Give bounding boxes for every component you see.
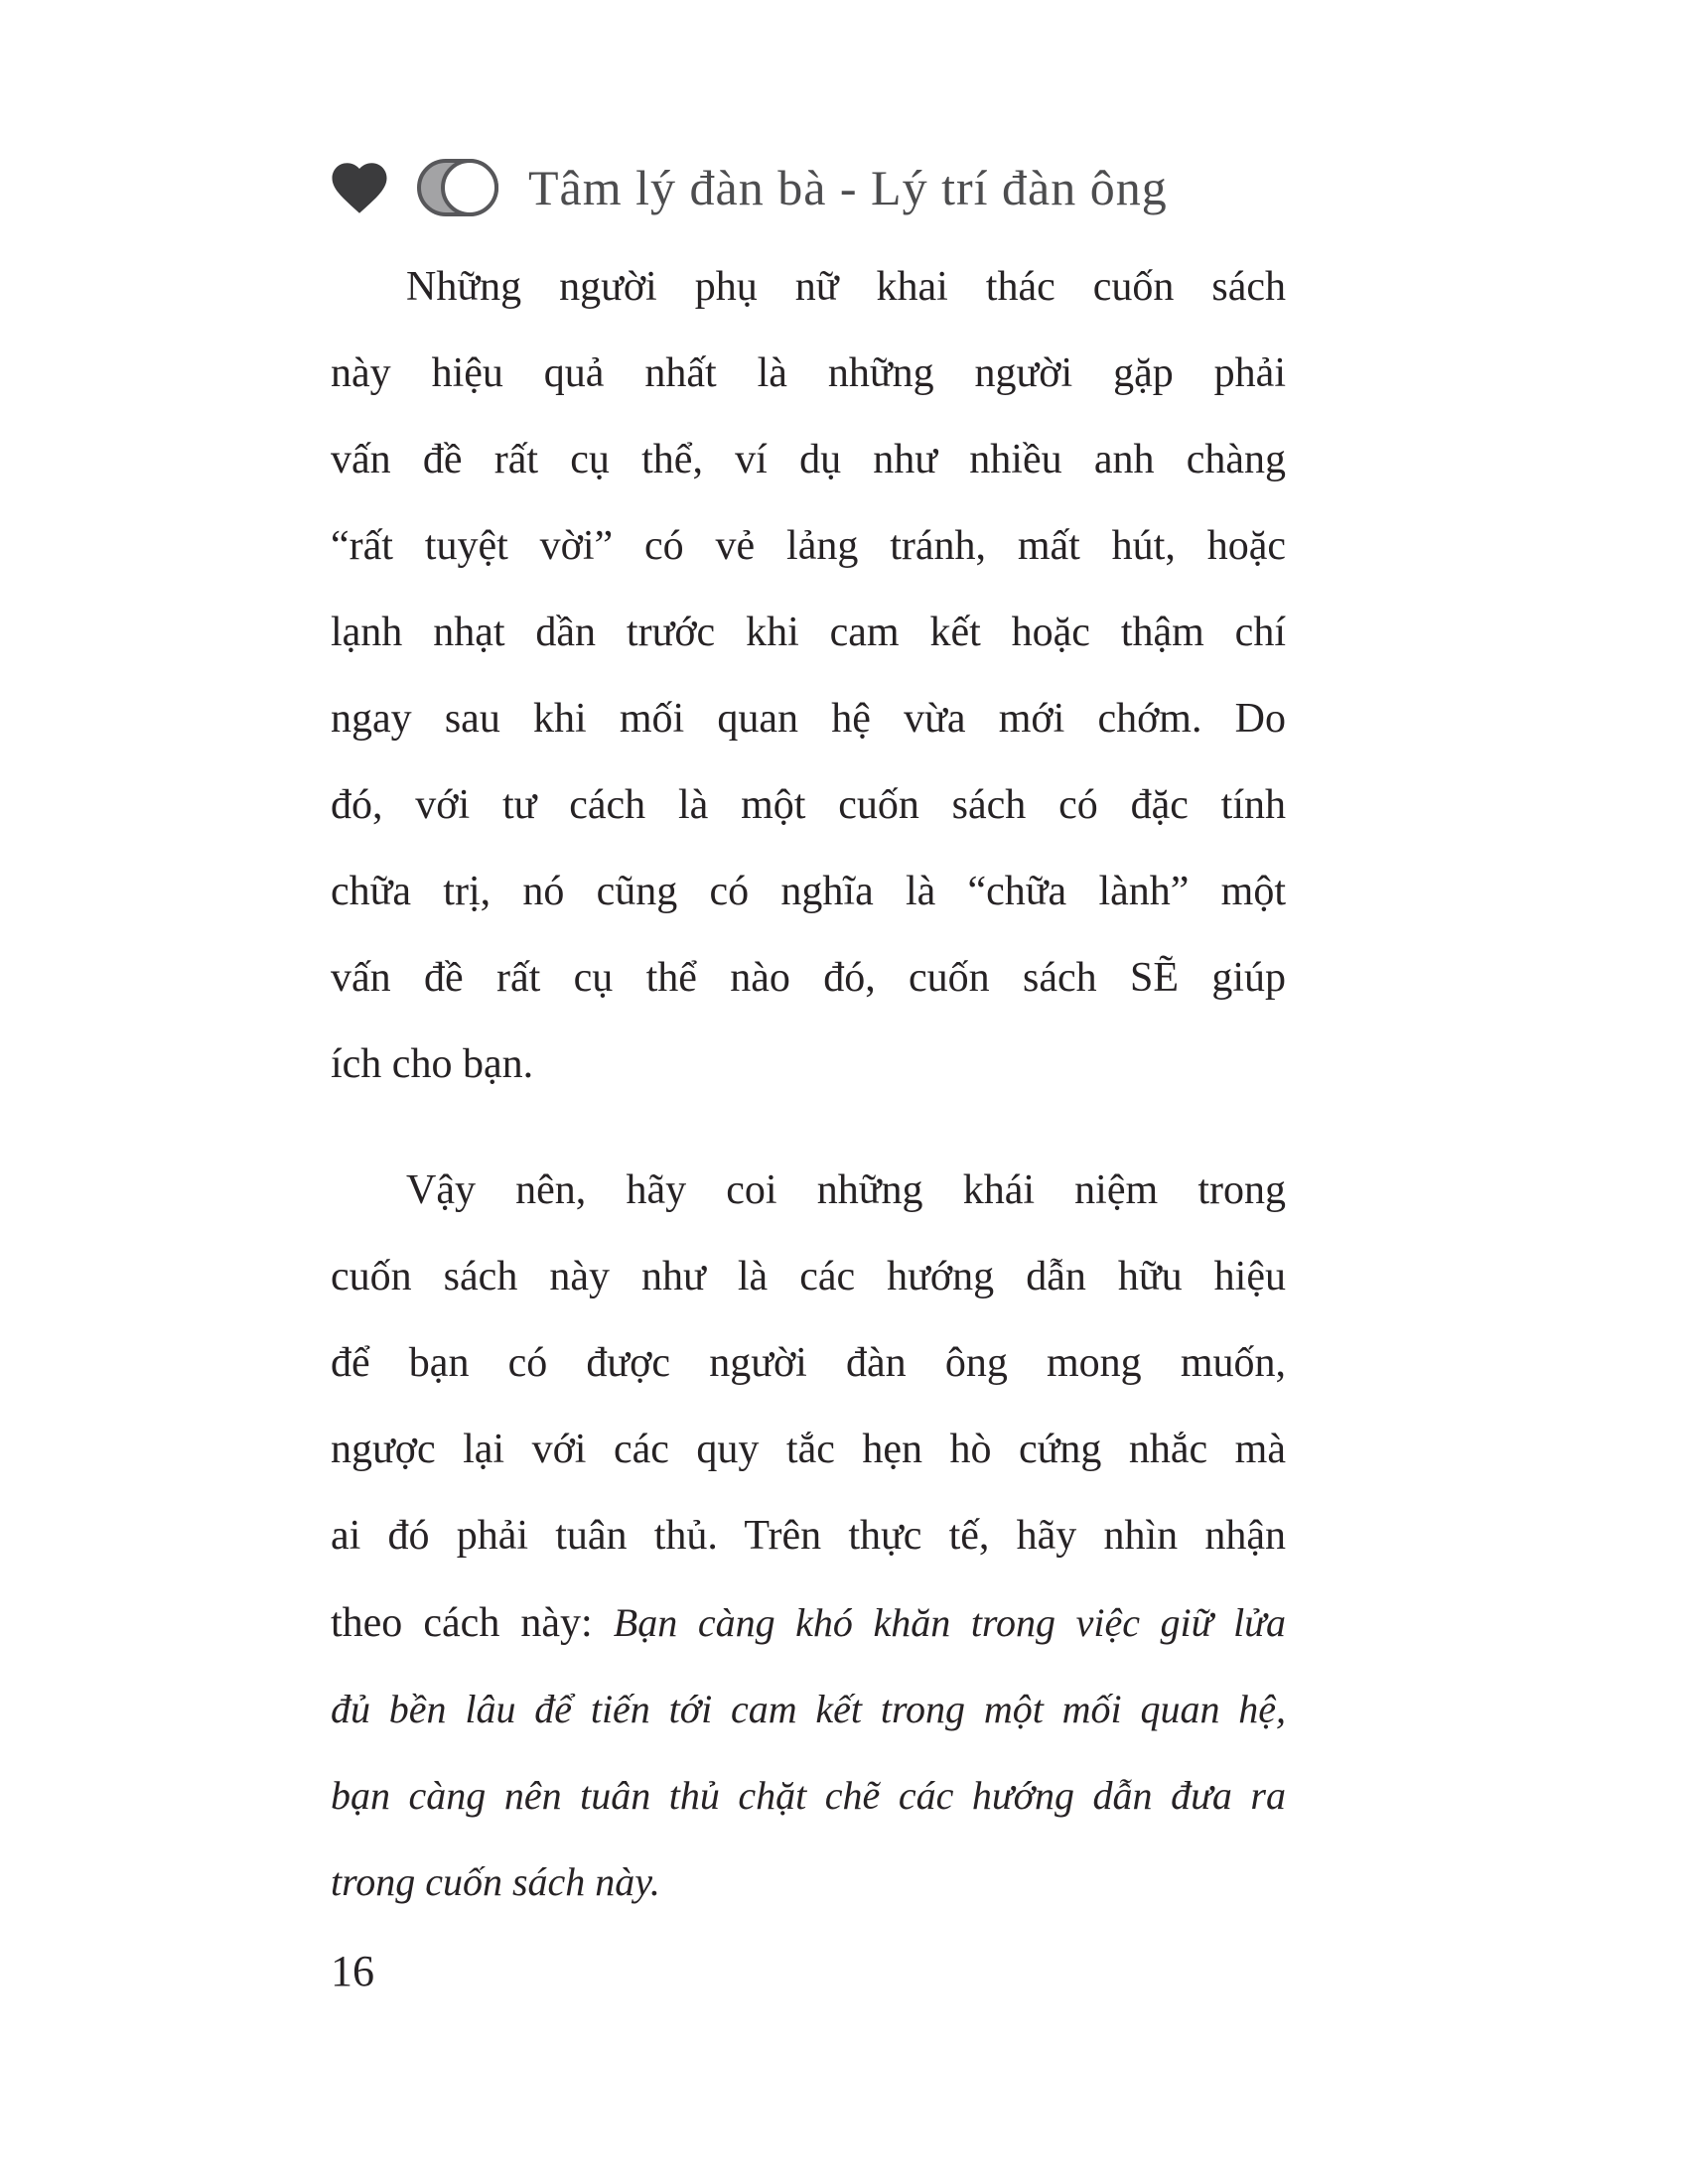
body-text: Những người phụ nữ khai thác cuốn sách (406, 264, 1286, 310)
text-line (331, 1148, 1286, 1234)
text-line (331, 849, 1286, 935)
body-text: Vậy nên, hãy coi những khái niệm trong (406, 1167, 1286, 1213)
body-text: chữa trị, nó cũng có nghĩa là “chữa lành” một (331, 869, 1286, 914)
body-text: ngay sau khi mối quan hệ vừa mới chớm. Do (331, 696, 1286, 742)
body-text: ích cho bạn. (331, 1041, 534, 1087)
toggle-icon (417, 159, 498, 216)
running-head-title: Tâm lý đàn bà - Lý trí đàn ông (528, 160, 1168, 215)
page-number: 16 (331, 1947, 374, 1995)
text-line (331, 935, 1286, 1022)
text-line (331, 503, 1286, 590)
text-line (331, 1666, 1286, 1752)
body-text: này hiệu quả nhất là những người gặp phải (331, 350, 1286, 396)
body-text: theo cách này: (331, 1600, 614, 1646)
body-text: lạnh nhạt dần trước khi cam kết hoặc thậm chí (331, 610, 1286, 655)
italic-text: bạn càng nên tuân thủ chặt chẽ các hướng dẫn đưa ra (331, 1773, 1286, 1818)
text-line (331, 590, 1286, 676)
text-line (331, 1234, 1286, 1320)
text-line (331, 244, 1286, 331)
italic-text: Bạn càng khó khăn trong việc giữ lửa (613, 1600, 1287, 1645)
italic-text: đủ bền lâu để tiến tới cam kết trong một mối quan hệ, (331, 1687, 1286, 1731)
body-text: để bạn có được người đàn ông mong muốn, (331, 1340, 1286, 1386)
body-text: đó, với tư cách là một cuốn sách có đặc tính (331, 782, 1286, 828)
text-line (331, 1493, 1286, 1579)
text-line (331, 1022, 1286, 1108)
body-text: “rất tuyệt vời” có vẻ lảng tránh, mất hút, hoặc (331, 523, 1286, 569)
toggle-knob-icon (441, 159, 498, 216)
paragraph (331, 1148, 1286, 1925)
body-text: ngược lại với các quy tắc hẹn hò cứng nhắc mà (331, 1427, 1286, 1472)
page-header (326, 145, 1168, 230)
text-line (331, 1407, 1286, 1493)
text-block (331, 244, 1286, 1925)
text-line (331, 1579, 1286, 1666)
text-line (331, 1839, 1286, 1925)
text-line (331, 331, 1286, 417)
text-line (331, 676, 1286, 762)
text-line (331, 417, 1286, 503)
body-text: vấn đề rất cụ thể, ví dụ như nhiều anh chàng (331, 437, 1286, 482)
heart-icon (326, 152, 393, 223)
body-text: ai đó phải tuân thủ. Trên thực tế, hãy nhìn nhận (331, 1513, 1286, 1559)
text-line (331, 762, 1286, 849)
body-text: cuốn sách này như là các hướng dẫn hữu hiệu (331, 1254, 1286, 1299)
body-text: vấn đề rất cụ thể nào đó, cuốn sách SẼ giúp (331, 955, 1286, 1001)
paragraph (331, 244, 1286, 1108)
italic-text: trong cuốn sách này. (331, 1859, 660, 1904)
text-line (331, 1752, 1286, 1839)
text-line (331, 1320, 1286, 1407)
